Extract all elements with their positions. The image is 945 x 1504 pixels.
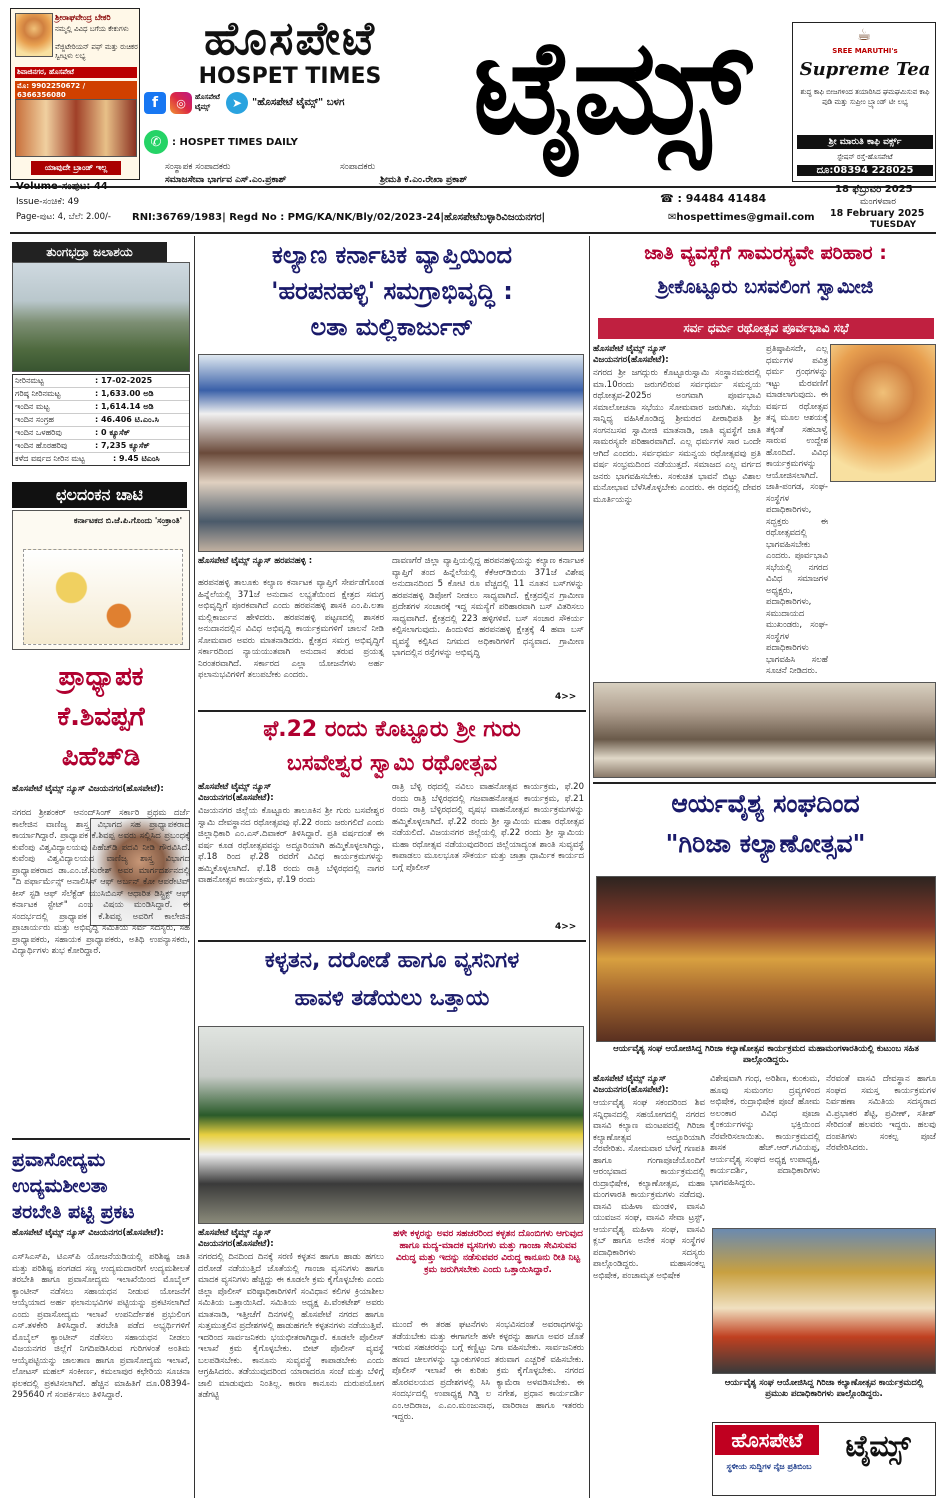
kotturu-more[interactable]: 4>> xyxy=(555,922,585,932)
date-kn: 18 ಫೆಬ್ರುವರಿ 2025 xyxy=(835,184,913,195)
phd-body: ನಗರದ ಶ್ರೀಶಂಕರ್ ಆನಂದ್‌ಸಿಂಗ್ ಸರ್ಕಾರಿ ಪ್ರಥಮ ದರ್ಜೆ ಕಾಲೇಜಿನ ವಾಣಿಜ್ಯ ಶಾಸ್ತ್ರ ವಿಭಾಗದ ಸಹ ಪ್ರಾಧ್ಯಾಪಕರಾದ ಕಾರ್ಯಾಗಿದ್ದಾರೆ. ಪ್ರಾಧ್ಯಾಪಕ ಕೆ.ಶಿವಪ್ಪ ಅವರು ಸಲ್ಲಿಸಿದ ಪ್ರಬಂಧಕ್ಕೆ ಕುವೆಂಪು ವಿಶ್ವವಿದ್ಯಾಲಯವು ಪಿಹೆಚ್‌ಡಿ ಪದವಿ ನೀಡಿ ಗೌರವಿಸಿದೆ. ಕುವೆಂಪು ವಿಶ್ವವಿದ್ಯಾಲಯದ ವಾಣಿಜ್ಯ ಶಾಸ್ತ್ರ ವಿಭಾಗದ ಪ್ರಾಧ್ಯಾಪಕರಾದ ಡಾ.ಎಂ.ಜೆ.ಸುರೇಶ್ ಅವರ ಮಾರ್ಗದರ್ಶನದಲ್ಲಿ "ದಿ ಪರ್ಫಾರ್ಮೆನ್ಸ್ ಅನಾಲಿಸಿಸ್ ಆಫ್ ಅರ್ಬನ್ ಕೋ ಆಪರೇಟಿವ್ ಕೀಸ್ ಸ್ಟಡಿ ಆಫ್ ಸೆಲೆಕ್ಟೆಡ್ ಯುಸಿಬಿಎಸ್ ಆಧಾರಿತ ಡಿಸ್ಟ್ರಿಕ್ಟ್ ಆಫ್ ಕರ್ನಾಟಕ ಸ್ಟೇಟ್" ಎಂಬ ವಿಷಯ ಮಂಡಿಸಿದ್ದಾರೆ. ಈ ಸಂದರ್ಭದಲ್ಲಿ ಪ್ರಾಧ್ಯಾಪಕ ಕೆ.ಶಿವಪ್ಪ ಅವರಿಗೆ ಕಾಲೇಜಿನ ಪ್ರಾಚಾರ್ಯರು ಮತ್ತು ಅಭಿವೃದ್ಧಿ ಸಮಿತಿಯ ಸರ್ವ ಸದಸ್ಯರು, ಸಹ ಪ್ರಾಧ್ಯಾಪಕರು, ಸಹಾಯಕ ಪ್ರಾಧ್ಯಾಪಕರು, ಅತಿಥಿ ಉಪನ್ಯಾಸಕರು, ವಿದ್ಯಾರ್ಥಿಗಳು ಶುಭ ಕೋರಿದ್ದಾರೆ. xyxy=(12,808,190,956)
kotturu-col2: ರಾತ್ರಿ ಬೆಳ್ಳಿ ರಥದಲ್ಲಿ ನವಿಲು ವಾಹನೋತ್ಸವ ಕಾರ್ಯಕ್ರಮ, ಫೆ.20 ರಂದು ರಾತ್ರಿ ಬೆಳ್ಳಿರಥದಲ್ಲಿ ಗಜವಾಹನೋತ್ಸವ ಕಾರ್ಯಕ್ರಮ, ಫೆ.21 ರಂದು ರಾತ್ರಿ ಬೆಳ್ಳಿರಥದಲ್ಲಿ ವೃಷಭ ವಾಹನೋತ್ಸವ ಕಾರ್ಯಕ್ರಮಗಳನ್ನು ಹಮ್ಮಿಕೊಳ್ಳಲಾಗಿದೆ. ಫೆ.22 ರಂದು ಶ್ರೀ ಸ್ವಾಮಿಯ ಮಹಾ ರಥೋತ್ಸವ ನಡೆಯಲಿದೆ. ವಿಜಯನಗರ ಜಿಲ್ಲೆಯಲ್ಲಿ ಫೆ.22 ರಂದು ಶ್ರೀ ಸ್ವಾಮಿಯ ಮಹಾ ರಥೋತ್ಸವ ನಡೆಯುವುದರಿಂದ ಜಿಲ್ಲೆಯಾದ್ಯಂತ ಶಾಂತಿ ಸುವ್ಯವಸ್ಥೆ ಕಾಪಾಡಲು ಮೂಲಭೂತ ಸೌಕರ್ಯ ಮತ್ತು ಜಾತ್ರಾ ಧಾರ್ಮಿಕ ಕಾರ್ಯದ ಬಗ್ಗೆ ಪೊಲೀಸ್ xyxy=(392,782,584,873)
caste-col2b xyxy=(766,486,936,678)
dam-row: ನೀರಿನಮಟ್ಟ : 17-02-2025 xyxy=(13,375,189,388)
masthead-title-en: HOSPET TIMES xyxy=(198,64,382,89)
training-headline-3: ತರಬೇತಿ ಪಟ್ಟಿ ಪ್ರಕಟ xyxy=(12,1201,135,1223)
left-ad-phone: ಮೊ: 9902250672 / 6366356080 xyxy=(15,81,137,100)
email[interactable]: ✉hospettimes@gmail.com xyxy=(668,212,815,223)
cartoon-box xyxy=(12,510,190,650)
caste-headline-1: ಜಾತಿ ವ್ಯವಸ್ಥೆಗೆ ಸಾಮರಸ್ಯವೇ ಪರಿಹಾರ : xyxy=(644,242,887,264)
facebook-label: ಹೊಸಪೇಟೆ ಟೈಮ್ಸ್ xyxy=(195,93,220,111)
training-byline: ಹೊಸಪೇಟೆ ಟೈಮ್ಸ್ ನ್ಯೂಸ್ ವಿಜಯನಗರ(ಹೊಸಪೇಟೆ): xyxy=(12,1228,164,1238)
left-ad-line3: ವೆಜ್ಜಿಟೇರಿಯನ್ ಪಫ್ ಮತ್ತು ರುಚಿಕರ ಸ್ವೀಟ್ಗಳು ಲಭ್ಯ xyxy=(55,43,138,60)
reg-line: RNI:36769/1983| Regd No : PMG/KA/NK/Bly/02/2023-24|ಹೊಸಪೇಟೆಬಳ್ಳಾರಿವಿಜಯನಗರ| xyxy=(132,212,546,223)
training-rule xyxy=(12,1138,190,1140)
theft-byline: ಹೊಸಪೇಟೆ ಟೈಮ್ಸ್ ನ್ಯೂಸ್ ವಿಜಯನಗರ(ಹೊಸಪೇಟೆ): xyxy=(198,1228,274,1249)
telegram-icon[interactable]: ➤ xyxy=(226,92,248,114)
kalyana-headline-2: 'ಹರಪನಹಳ್ಳಿ' ಸಮಗ್ರಾಭಿವೃದ್ಧಿ : xyxy=(271,277,513,305)
caste-col1: ನಗರದ ಶ್ರೀ ಜಗದ್ಗುರು ಕೊಟ್ಟೂರುಸ್ವಾಮಿ ಸಂಸ್ಥಾನಮಠದಲ್ಲಿ ಮಾ.10ರಂದು ಜರುಗಲಿರುವ ಸರ್ವಧರ್ಮ ಸಮನ್ವಯ ರಥೋತ್ಸವ-2025ರ ಅಂಗವಾಗಿ ಪೂರ್ವಭಾವಿ ಸಮಾಲೋಚನಾ ಸಭೆಯು ಸೋಮವಾರ ಜರುಗಿತು. ಸಭೆಯ ಸಾನ್ನಿಧ್ಯ ವಹಿಸಿಕೊಂಡಿದ್ದ ಶ್ರೀಮಠದ ಪೀಠಾಧಿಪತಿ ಶ್ರೀ ಸಂಗನಬಸವ ಸ್ವಾಮೀಜಿ ಮಾತನಾಡಿ, ಜಾತಿ ವ್ಯವಸ್ಥೆಗೆ ಜಾತಿ ಸಾಮರಸ್ಯವೇ ಪರಿಹಾರವಾಗಿದೆ. ಎಲ್ಲ ಧರ್ಮಗಳ ಸಾರ ಒಂದೇ ಆಗಿದೆ ಎಂದರು. ಸರ್ವಧರ್ಮ ಸಮನ್ವಯ ರಥೋತ್ಸವವು ಪ್ರತಿ ವರ್ಷ ಸಂಭ್ರಮದಿಂದ ನಡೆಯುತ್ತದೆ. ಸಮಾಜದ ಎಲ್ಲ ವರ್ಗದ ಜನರು ಭಾಗವಹಿಸಬೇಕು. ಸಂಕುಚಿತ ಭಾವನೆ ಬಿಟ್ಟು ವಿಶಾಲ ಮನೋಭಾವ ಬೆಳೆಸಿಕೊಳ್ಳಬೇಕು ಎಂದರು. ಈ ರಥದಲ್ಲಿ ದೇವರ ಮೂರ್ತಿಯನ್ನು xyxy=(593,368,761,505)
theft-col1: ನಗರದಲ್ಲಿ ದಿನದಿಂದ ದಿನಕ್ಕೆ ಸರಣಿ ಕಳ್ಳತನ ಹಾಗೂ ಹಾಡು ಹಗಲು ದರೋಡೆ ನಡೆಯುತ್ತಿದೆ ಜೊತೆಯಲ್ಲಿ ಗಾಂಜಾ ವ್ಯಸನಿಗಳು ಹಾಗೂ ಮಾದಕ ವ್ಯಸನಿಗಳು ಹೆಚ್ಚಿದ್ದು ಈ ಕೂಡಲೇ ಕ್ರಮ ಕೈಗೊಳ್ಳಬೇಕು ಎಂದು ಜಿಲ್ಲಾ ಪೊಲೀಸ್ ವರಿಷ್ಠಾಧಿಕಾರಿಗಳಿಗೆ ಸಂವಿಧಾನ ಕಲಿಗಳ ಕ್ರಿಯಾಶೀಲ ಸಮಿತಿಯ ಒತ್ತಾಯಿಸಿದೆ. ಸಮಿತಿಯ ಅಧ್ಯಕ್ಷ ಪಿ.ವೆಂಕಟೇಶ್ ಅವರು ಮಾತನಾಡಿ, ಇತ್ತೀಚೆಗೆ ದಿನಗಳಲ್ಲಿ ಹೊಸಪೇಟೆ ನಗರದ ಹಾಗೂ ಸುತ್ತಮುತ್ತಲಿನ ಪ್ರದೇಶಗಳಲ್ಲಿ ಹಾಡುಹಗಲೇ ಕಳ್ಳತನಗಳು ನಡೆಯುತ್ತಿವೆ. ಇದರಿಂದ ಸಾರ್ವಜನಿಕರು ಭಯಭೀತರಾಗಿದ್ದಾರೆ. ಕೂಡಲೇ ಪೊಲೀಸ್ ಇಲಾಖೆ ಕ್ರಮ ಕೈಗೊಳ್ಳಬೇಕು. ಬೀಟ್ ಪೊಲೀಸ್ ವ್ಯವಸ್ಥೆ ಬಲಪಡಿಸಬೇಕು. ಕಾನೂನು ಸುವ್ಯವಸ್ಥೆ ಕಾಪಾಡಬೇಕು ಎಂದು ಆಗ್ರಹಿಸಿದರು. ತಡೆಯುವುದರಿಂದ ಯಾರಾದರೂ ಸಂಜೆ ಮತ್ತು ಬೆಳಿಗ್ಗೆ ಜಾಲಿ ಮಾಡುವುದು ನಿಂತಿಲ್ಲ. ಕಾರಣ ಕಾನೂನು ದುರುಪಯೋಗ ತಡೆಗಟ್ಟಿ xyxy=(198,1252,384,1400)
editor-name: ಶ್ರೀಮತಿ ಕೆ.ಎಂ.ರೇಖಾ ಪ್ರಕಾಶ್ xyxy=(380,175,468,185)
theft-col2-lead: ಹಳೇ ಕಳ್ಳರನ್ನು ಅವರ ಸಹಚರರಿಂದ ಕಳ್ಳತನ ದೊಂಬಿಗಳು ಆಗುವುದ ಹಾಗೂ ಮದ್ಯ-ಮಾದಕ ವ್ಯಸನಿಗಳು ಮತ್ತು ಗಾಂಜಾ ಸೇವಿಸುವವ ವಿರುದ್ಧ ಮತ್ತು ಇದನ್ನು ನಡೆಸುವವರ ವಿರುದ್ಧ ಕಾನೂನು ರೀತಿ ನಿಟ್ಟ ಕ್ರಮ ಜರುಗಿಸಬೇಕು ಎಂದು ಒತ್ತಾಯಿಸಿದ್ದಾರೆ. xyxy=(393,1229,583,1275)
volume: Volume-ಸಂಪುಟ: 44 xyxy=(16,181,108,192)
caste-subhead: ಸರ್ವ ಧರ್ಮ ರಥೋತ್ಸವ ಪೂರ್ವಭಾವಿ ಸಭೆ xyxy=(598,318,934,339)
arya-photo2-caption: ಆರ್ಯವೈಶ್ಯ ಸಂಘ ಆಯೋಜಿಸಿದ್ದ ಗಿರಿಜಾ ಕಲ್ಯಾಣೋತ್ಸವ ಕಾರ್ಯಕ್ರಮದಲ್ಲಿ ಪ್ರಮುಖ ಪದಾಧಿಕಾರಿಗಳು ಪಾಲ್ಗೊಂಡಿದ್ದರು. xyxy=(724,1378,924,1399)
kotturu-col1: ವಿಜಯನಗರ ಜಿಲ್ಲೆಯ ಕೊಟ್ಟೂರು ತಾಲೂಕಿನ ಶ್ರೀ ಗುರು ಬಸವೇಶ್ವರ ಸ್ವಾಮಿ ದೇವಸ್ಥಾನದ ರಥೋತ್ಸವವು ಫೆ.22 ರಂದು ಜರುಗಲಿದೆ ಎಂದು ಜಿಲ್ಲಾಧಿಕಾರಿ ಎಂ.ಎಸ್.ದಿವಾಕರ್ ತಿಳಿಸಿದ್ದಾರೆ. ಪ್ರತಿ ವರ್ಷದಂತೆ ಈ ವರ್ಷ ಕೂಡ ರಥೋತ್ಸವವನ್ನು ಅದ್ಧೂರಿಯಾಗಿ ಹಮ್ಮಿಕೊಳ್ಳಲಾಗಿದ್ದು, ಫೆ.18 ರಿಂದ ಫೆ.28 ರವರೆಗೆ ವಿವಿಧ ಕಾರ್ಯಕ್ರಮಗಳನ್ನು ಹಮ್ಮಿಕೊಳ್ಳಲಾಗಿದೆ. ಫೆ.18 ರಂದು ರಾತ್ರಿ ಬೆಳ್ಳಿರಥದಲ್ಲಿ ನಾಗರ ವಾಹನೋತ್ಸವ ಕಾರ್ಯಕ್ರಮ, ಫೆ.19 ರಂದು xyxy=(198,806,384,885)
left-ad-footer: ಯಾವುದೇ ಬ್ರಾಂಡ್ ಇಲ್ಲ xyxy=(31,161,121,175)
right-ad-addr: ಸ್ಟೇಷನ್ ರಸ್ತೆ-ಹೊಸಪೇಟೆ xyxy=(837,153,893,161)
right-ad-brand: Supreme Tea xyxy=(799,59,931,80)
dam-photo xyxy=(12,262,190,372)
arya-rule xyxy=(593,782,936,784)
kalyana-byline: ಹೊಸಪೇಟೆ ಟೈಮ್ಸ್ ನ್ಯೂಸ್ ಹರಪನಹಳ್ಳಿ : xyxy=(198,556,313,566)
kalyana-headline-1: ಕಲ್ಯಾಣ ಕರ್ನಾಟಕ ವ್ಯಾಪ್ತಿಯಿಂದ xyxy=(272,241,512,269)
right-ad-shop: ಶ್ರೀ ಮಾರುತಿ ಕಾಫಿ ವರ್ಕ್ಸ್ xyxy=(797,135,933,149)
day-kn: ಮಂಗಳವಾರ xyxy=(860,197,897,207)
theft-photo xyxy=(198,1026,584,1224)
kotturu-headline-2: ಬಸವೇಶ್ವರ ಸ್ವಾಮಿ ರಥೋತ್ಸವ xyxy=(286,751,498,776)
left-ad-photo xyxy=(15,13,53,57)
masthead-title-kn: ಹೊಸಪೇಟೆ xyxy=(203,11,377,65)
arya-col1: ಆರ್ಯವೈಶ್ಯ ಸಂಘ ಸಕಂದರಿಂದ ಶಿವ ಸನ್ನಿಧಾನದಲ್ಲಿ ಸಹಯೋಗದಲ್ಲಿ ನಗರದ ವಾಸವಿ ಕಲ್ಯಾಣ ಮಂಟಪದಲ್ಲಿ ಗಿರಿಜಾ ಕಲ್ಯಾಣೋತ್ಸವ ಅದ್ದೂರಿಯಾಗಿ ನೆರವೇರಿತು. ಸೋಮವಾರ ಬೆಳಗ್ಗೆ ಗಣಪತಿ ಹಾಗೂ ಗಂಗಾಪೂಜೆಯೊಂದಿಗೆ ಆರಂಭವಾದ ಕಾರ್ಯಕ್ರಮದಲ್ಲಿ ರುದ್ರಾಭಿಷೇಕ, ಕಲ್ಯಾಣೋತ್ಸವ, ಮಹಾ ಮಂಗಳಾರತಿ ಕಾರ್ಯಕ್ರಮಗಳು ನಡೆದವು. ವಾಸವಿ ಮಹಿಳಾ ಮಂಡಳಿ, ವಾಸವಿ ಯುವಜನ ಸಂಘ, ವಾಸವಿ ಸೇವಾ ಟ್ರಸ್ಟ್, ಆರ್ಯವೈಶ್ಯ ಮಹಿಳಾ ಸಂಘ, ವಾಸವಿ ಕ್ಲಬ್ ಹಾಗೂ ಅನೇಕ ಸಂಘ ಸಂಸ್ಥೆಗಳ ಪದಾಧಿಕಾರಿಗಳು ಸದಸ್ಯರು ಪಾಲ್ಗೊಂಡಿದ್ದರು. ಮಹಾಸಂಕಲ್ಪ ಅಭಿಷೇಕ, ಪಂಚಾಮೃತ ಅಭಿಷೇಕ xyxy=(593,1098,705,1281)
right-ad-brand-small: SREE MARUTHI's xyxy=(832,47,898,55)
arya-col2: ವಿಶೇಷವಾಗಿ ಗಂಧ, ಅರಿಶಿಣ, ಕುಂಕುಮ, ಹೂವು ಸುಮಂಗಲ ದ್ರವ್ಯಗಳಿಂದ ಅಭಿಷೇಕ, ರುದ್ರಾಭಿಷೇಕ ಪೂಜೆ ಹೋಮ ಅಲಂಕಾರ ವಿವಿಧ ಪೂಜಾ ಕೈಂಕರ್ಯಗಳನ್ನು ಭಕ್ತಿಯಿಂದ ನೆರವೇರಿಸಲಾಯಿತು. ಕಾರ್ಯಕ್ರಮದಲ್ಲಿ ಶಾಸಕ ಹೆಚ್.ಆರ್.ಗವಿಯಪ್ಪ, ಆರ್ಯವೈಶ್ಯ ಸಂಘದ ಅಧ್ಯಕ್ಷ ಉಪಾಧ್ಯಕ್ಷ, ಕಾರ್ಯದರ್ಶಿ, ಪದಾಧಿಕಾರಿಗಳು ಭಾಗವಹಿಸಿದ್ದರು. xyxy=(710,1074,820,1188)
phd-headline-2: ಕೆ.ಶಿವಪ್ಪಗೆ xyxy=(57,702,145,732)
whatsapp-icon[interactable]: ✆ xyxy=(144,130,168,154)
founder-name: ಸಮಾಜಸೇವಾ ಭಾರ್ಗವ ಎಸ್.ಎಂ.ಪ್ರಕಾಶ್ xyxy=(165,175,287,185)
day-en: TUESDAY xyxy=(870,220,917,230)
training-headline-2: ಉದ್ಯಮಶೀಲತಾ xyxy=(12,1175,108,1197)
kotturu-headline-1: ಫೆ.22 ರಂದು ಕೊಟ್ಟೂರು ಶ್ರೀ ಗುರು xyxy=(263,717,521,742)
right-ad-box xyxy=(792,22,936,182)
arya-photo-caption: ಆರ್ಯವೈಶ್ಯ ಸಂಘ ಆಯೋಜಿಸಿದ್ದ ಗಿರಿಜಾ ಕಲ್ಯಾಣೋತ್ಸವ ಕಾರ್ಯಕ್ರಮದ ಮಹಾಮಂಗಳಾರತಿಯಲ್ಲಿ ಕುಟುಂಬ ಸಹಿತ ಪಾಲ್ಗೊಂಡಿದ್ದರು. xyxy=(613,1044,919,1065)
right-ad-phone: ದೂ:08394 228025 xyxy=(797,165,933,176)
kalyana-headline-3: ಲತಾ ಮಲ್ಲಿಕಾರ್ಜುನ್ xyxy=(310,313,474,341)
dam-row: ಇಂದಿನ ಹೊರಹರಿವು : 7,235 ಕ್ಯೂಸೆಕ್ xyxy=(13,440,189,453)
caste-headline-2: ಶ್ರೀಕೊಟ್ಟೂರು ಬಸವಲಿಂಗ ಸ್ವಾಮೀಜಿ xyxy=(657,276,874,298)
dam-row: ಕಳೆದ ವರ್ಷದ ನೀರಿನ ಮಟ್ಟ : 9.45 ಟಿಎಂಸಿ xyxy=(15,454,160,463)
arya-headline-1: ಆರ್ಯವೈಶ್ಯ ಸಂಘದಿಂದ xyxy=(671,789,860,818)
arya-byline: ಹೊಸಪೇಟೆ ಟೈಮ್ಸ್ ನ್ಯೂಸ್ ವಿಜಯನಗರ(ಹೊಸಪೇಟೆ): xyxy=(593,1074,669,1095)
left-ad-box xyxy=(10,8,140,180)
masthead-title-big: ಟೈಮ್ಸ್ xyxy=(472,11,748,163)
dam-row: ಇಂದಿನ ಮಟ್ಟ : 1,614.14 ಅಡಿ xyxy=(13,401,189,414)
arya-photo-2 xyxy=(712,1228,936,1374)
theft-col2: ಮುಂದೆ ಈ ತರಹ ಘಟನೆಗಳು ಸಂಭವಿಸದಂತೆ ಅವರಾಧಗಳನ್ನು ತಡೆಯಬೇಕು ಮತ್ತು ಈಗಾಗಲೇ ಹಳೇ ಕಳ್ಳರನ್ನು ಹಾಗೂ ಅವರ ಜೊತೆ ಇರುವ ಸಹಚರರನ್ನು ಬಗ್ಗೆ ಕಣ್ಣಿಟ್ಟು ನಿಗಾ ವಹಿಸಬೇಕು. ಸಾರ್ವಜನಿಕರು ಹಣದ ಚೀಲಗಳನ್ನು ಬ್ಯಾಂಕುಗಳಿಂದ ತರುವಾಗ ಎಚ್ಚರಿಕೆ ವಹಿಸಬೇಕು. ಪೊಲೀಸ್ ಇಲಾಖೆ ಈ ಕುರಿತು ಕ್ರಮ ಕೈಗೊಳ್ಳಬೇಕು. ನಗರದ ಹೊರವಲಯದ ಪ್ರದೇಶಗಳಲ್ಲಿ ಸಿಸಿ ಕ್ಯಾಮೆರಾ ಅಳವಡಿಸಬೇಕು. ಈ ಸಂದರ್ಭದಲ್ಲಿ ಉಪಾಧ್ಯಕ್ಷ ಗಿಡ್ಡಿ ಲ ನಗೇಶ, ಪ್ರಧಾನ ಕಾರ್ಯದರ್ಶಿ ಎಂ.ಆದಿರಾಜ, ಎ.ಎಂ.ಮಂಜುನಾಥ, ವಾರಿರಾಜ ಹಾಗೂ ಇತರರು ಇದ್ದರು. xyxy=(392,1320,584,1422)
telegram-label: "ಹೊಸಪೇಟೆ ಟೈಮ್ಸ್" ಬಳಗ xyxy=(252,97,345,108)
arya-headline-2: "ಗಿರಿಜಾ ಕಲ್ಯಾಣೋತ್ಸವ" xyxy=(665,829,866,858)
caste-col2: ಪ್ರತಿಷ್ಠಾಪಿಸದೇ, ಎಲ್ಲ ಧರ್ಮಗಳ ಪವಿತ್ರ ಧರ್ಮ ಗ್ರಂಥಗಳನ್ನು ಇಟ್ಟು ಮೆರವಣಿಗೆ ಮಾಡಲಾಗುವುದು. ಈ ವರ್ಷದ ರಥೋತ್ಸವ ತನ್ನ ಮೂಲ ಆಶಯಕ್ಕೆ ತಕ್ಕಂತೆ ಸಹಬಾಳ್ವೆ ಸಾರುವ ಉದ್ದೇಶ ಹೊಂದಿದೆ. ವಿವಿಧ ಕಾರ್ಯಕ್ರಮಗಳನ್ನು ಆಯೋಜಿಸಲಾಗಿದೆ. ಜಾತಿ-ಪಂಗಡ, ಸಂಘ-ಸಂಸ್ಥೆಗಳ ಪದಾಧಿಕಾರಿಗಳು, ಸದ್ಭಕ್ತರು ಈ ರಥೋತ್ಸವದಲ್ಲಿ ಭಾಗವಹಿಸಬೇಕು ಎಂದರು. ಪೂರ್ವಭಾವಿ ಸಭೆಯಲ್ಲಿ ನಗರದ ವಿವಿಧ ಸಮಾಜಗಳ ಅಧ್ಯಕ್ಷರು, ಪದಾಧಿಕಾರಿಗಳು, ಸಮುದಾಯದ ಮುಖಂಡರು, ಸಂಘ-ಸಂಸ್ಥೆಗಳ ಪದಾಧಿಕಾರಿಗಳು ಭಾಗವಹಿಸಿ ಸಲಹೆ ಸೂಚನೆ ನೀಡಿದರು. xyxy=(766,344,828,676)
left-column-divider xyxy=(194,236,195,1498)
cartoon-title: ಛಲದಂಕನ ಚಾಟಿ xyxy=(12,482,187,508)
right-ad-desc: ಶುದ್ಧ ಕಾಫಿ ಬೀಜಗಳಿಂದ ತಯಾರಿಸಿದ ಘಮಘಮಿಸುವ ಕಾಫಿ ಪುಡಿ ಮತ್ತು ಸುಪ್ರೀಂ ಬ್ರ್ಯಾಂಡ್ ಟೀ ಲಭ್ಯ xyxy=(800,88,930,106)
left-ad-title: ಶ್ರೀರಾಘವೇಂದ್ರ ಬೇಕರಿ xyxy=(55,13,111,22)
caste-byline: ಹೊಸಪೇಟೆ ಟೈಮ್ಸ್ ನ್ಯೂಸ್ ವಿಜಯನಗರ(ಹೊಸಪೇಟೆ): xyxy=(593,344,669,365)
arya-col3: ನೆರವಂತೆ ವಾಸವಿ ದೇವಸ್ಥಾನ ಹಾಗೂ ಸಂಘದ ಸಮಸ್ತ ಕಾರ್ಯಕ್ರಮಗಳ ನಿರ್ವಹಣಾ ಸಮಿತಿಯ ಸದಸ್ಯರಾದ ವಿ.ಪ್ರಭಾಕರ ಶೆಟ್ಟಿ, ಪ್ರವೀಣ್, ಸತೀಶ್ ಸೇರಿದಂತೆ ಹಲವರು ಇದ್ದರು. ಹಲವು ದಂಪತಿಗಳು ಸಂಕಲ್ಪ ಪೂಜೆ ನೆರವೇರಿಸಿದರು. xyxy=(826,1074,936,1153)
founder-label: ಸಂಸ್ಥಾಪಕ ಸಂಪಾದಕರು xyxy=(165,162,231,172)
dam-title: ತುಂಗಭದ್ರಾ ಜಲಾಶಯ xyxy=(12,242,167,263)
arya-photo xyxy=(596,876,936,1042)
kotturu-byline: ಹೊಸಪೇಟೆ ಟೈಮ್ಸ್ ನ್ಯೂಸ್ ವಿಜಯನಗರ(ಹೊಸಪೇಟೆ): xyxy=(198,782,274,803)
kalyana-col2: ದಾವಣಗೆರೆ ಜಿಲ್ಲಾ ವ್ಯಾಪ್ತಿಯಲ್ಲಿದ್ದ ಹರಪನಹಳ್ಳಿಯನ್ನು ಕಲ್ಯಾಣ ಕರ್ನಾಟಕ ವ್ಯಾಪ್ತಿಗೆ ತಂದ ಹಿನ್ನೆಲೆಯಲ್ಲಿ ಕೆಕೆಆರ್‌ಡಿಬಿಯ 371ಜೆ ವಿಶೇಷ ಅನುದಾನದಿಂದ 5 ಕೋಟಿ ರೂ ವೆಚ್ಚದಲ್ಲಿ 11 ನೂತನ ಬಸ್‌ಗಳನ್ನು ಹರಪನಹಳ್ಳಿ ಡಿಪೋಗೆ ನೀಡಲು ಸಾಧ್ಯವಾಗಿದೆ. ಕ್ಷೇತ್ರದಲ್ಲಿನ ಗ್ರಾಮೀಣ ಪ್ರದೇಶಗಳ ಸಂಚಾರಕ್ಕೆ ಇದ್ದ ಸಮಸ್ಯೆಗೆ ಪರಿಹಾರವಾಗಿ ಬಸ್ ವಿತರಿಸಲು ಸಾಧ್ಯವಾಗಿದೆ. ಕ್ಷೇತ್ರದಲ್ಲಿ 223 ಹಳ್ಳಿಗಳಿವೆ. ಬಸ್ ಸಂಚಾರ ಸೌಕರ್ಯ ಕಲ್ಪಿಸಲಾಗುವುದು. ಹಿಂದುಳಿದ ಹರಪನಹಳ್ಳಿ ಕ್ಷೇತ್ರಕ್ಕೆ 4 ಹವಾ ಬಸ್ ವ್ಯವಸ್ಥೆ ಕಲ್ಪಿಸಿದ ನಿಗಮದ ಅಧಿಕಾರಿಗಳಿಗೆ ಧನ್ಯವಾದ. ಗ್ರಾಮೀಣ ಭಾಗದಲ್ಲಿನ ರಸ್ತೆಗಳನ್ನು ಅಭಿವೃದ್ಧಿ xyxy=(392,556,584,658)
footer-logo-tagline: ಸ್ಥಳೀಯ ಸುದ್ದಿಗಳ ನೈಜ ಪ್ರತಿಬಿಂಬ xyxy=(726,1462,812,1471)
cartoon-drawing xyxy=(23,549,183,645)
kalyana-col1: ಹರಪನಹಳ್ಳಿ ತಾಲೂಕು ಕಲ್ಯಾಣ ಕರ್ನಾಟಕ ವ್ಯಾಪ್ತಿಗೆ ಸೇರ್ಪಡೆಗೊಂಡ ಹಿನ್ನೆಲೆಯಲ್ಲಿ 371ಜೆ ಅನುದಾನ ಲಭ್ಯತೆಯಿಂದ ಕ್ಷೇತ್ರದ ಸಮಗ್ರ ಅಭಿವೃದ್ಧಿಗೆ ಪೂರಕವಾಗಿದೆ ಎಂದು ಹರಪನಹಳ್ಳಿ ಶಾಸಕಿ ಎಂ.ಪಿ.ಲತಾ ಮಲ್ಲಿಕಾರ್ಜುನ ಹೇಳಿದರು. ಹರಪನಹಳ್ಳಿ ಪಟ್ಟಣದಲ್ಲಿ ಶಾಸಕರ ಅನುದಾನದಲ್ಲಿನ ವಿವಿಧ ಅಭಿವೃದ್ಧಿ ಕಾರ್ಯಕ್ರಮಗಳಿಗೆ ಚಾಲನೆ ನೀಡಿ ಸೋಮವಾರ ಅವರು ಮಾತನಾಡಿದರು. ಕ್ಷೇತ್ರದ ಸಮಗ್ರ ಅಭಿವೃದ್ಧಿಗೆ ಸರ್ಕಾರದಿಂದ ನ್ಯಾಯಯುತವಾಗಿ ಅನುದಾನ ತರುವ ಪ್ರಯತ್ನ ನಿರಂತರವಾಗಿದೆ. ಸರ್ಕಾರದ ಎಲ್ಲಾ ಯೋಜನೆಗಳು ಅರ್ಹ ಫಲಾನುಭವಿಗಳಿಗೆ ತಲುಪಬೇಕು ಎಂದರು. xyxy=(198,578,384,680)
whatsapp-label: : HOSPET TIMES DAILY xyxy=(172,137,298,148)
phd-headline-1: ಪ್ರಾಧ್ಯಾಪಕ xyxy=(58,662,144,692)
dateline-rule xyxy=(10,232,936,234)
caste-swami-photo xyxy=(830,344,936,482)
footer-logo-kn1: ಹೊಸಪೇಟೆ xyxy=(715,1425,819,1455)
date-en: 18 February 2025 xyxy=(830,208,925,219)
theft-rule xyxy=(198,940,586,942)
kalyana-more[interactable]: 4>> xyxy=(555,692,585,702)
footer-logo xyxy=(712,1422,936,1496)
instagram-icon[interactable]: ◎ xyxy=(170,92,192,114)
theft-headline-1: ಕಳ್ಳತನ, ದರೋಡೆ ಹಾಗೂ ವ್ಯಸನಿಗಳ xyxy=(264,948,520,973)
page-price: Page-ಪುಟ: 4, ಬೆಲೆ: 2.00/- xyxy=(16,212,111,222)
footer-logo-kn2: ಟೈಮ್ಸ್ xyxy=(845,1429,911,1464)
phd-headline-3: ಪಿಹೆಚ್‌ಡಿ xyxy=(61,742,141,772)
facebook-icon[interactable]: f xyxy=(144,92,166,114)
cartoon-caption: ಕರ್ನಾಟಕದ ಬಿ.ಜೆ.ಪಿ.ಗೊಂದು 'ಸಂಕ್ರಾಂತಿ' xyxy=(73,516,183,525)
right-column-divider xyxy=(589,236,590,1498)
left-ad-cakes xyxy=(15,99,137,157)
training-headline-1: ಪ್ರವಾಸೋದ್ಯಮ xyxy=(12,1149,106,1171)
left-ad-line2: ನಮ್ಮಲ್ಲಿ ವಿವಿಧ ಬಗೆಯ ಕೇಕುಗಳು xyxy=(55,25,129,33)
teacup-icon: ☕ xyxy=(856,25,872,44)
caste-meeting-photo xyxy=(593,682,936,778)
phone-number: ☎ : 94484 41484 xyxy=(660,192,767,205)
editor-label: ಸಂಪಾದಕರು xyxy=(340,162,376,172)
kalyana-photo xyxy=(198,354,584,552)
issue: Issue-ಸಂಚಿಕೆ: 49 xyxy=(16,197,80,207)
dam-row: ಇಂದಿನ ಒಳಹರಿವು : 0 ಕ್ಯೂಸೆಕ್ xyxy=(13,427,189,440)
phd-byline: ಹೊಸಪೇಟೆ ಟೈಮ್ಸ್ ನ್ಯೂಸ್ ವಿಜಯನಗರ(ಹೊಸಪೇಟೆ): xyxy=(12,784,164,794)
left-ad-address: ಶಿವಾಜಿನಗರ, ಹೊಸಪೇಟೆ xyxy=(15,67,137,78)
dam-row: ಇಂದಿನ ಸಂಗ್ರಹ : 46.406 ಟಿ.ಎಂ.ಸಿ xyxy=(13,414,189,427)
theft-headline-2: ಹಾವಳಿ ತಡೆಯಲು ಒತ್ತಾಯ xyxy=(294,986,490,1011)
training-body: ಎಸ್‌ಸಿಎಸ್‌ಪಿ, ಟಿಎಸ್‌ಪಿ ಯೋಜನೆಯಡಿಯಲ್ಲಿ ಪರಿಶಿಷ್ಟ ಜಾತಿ ಮತ್ತು ಪರಿಶಿಷ್ಟ ಪಂಗಡದ ಸಣ್ಣ ಉದ್ಯಮದಾರರಿಗೆ ಉದ್ಯಮಶೀಲತೆ ತರಬೇತಿ ಹಾಗೂ ಪ್ರವಾಸೋದ್ಯಮ ಇಲಾಖೆಯಿಂದ ಮೊಬೈಲ್ ಕ್ಯಾಂಟೀನ್ ನಡೆಸಲು ಸಹಾಯಧನ ನೀಡುವ ಯೋಜನೆಗೆ ಆಯ್ಕೆಯಾದ ಅರ್ಹ ಫಲಾನುಭವಿಗಳ ಪಟ್ಟಿಯನ್ನು ಪ್ರಕಟಿಸಲಾಗಿದೆ ಎಂದು ಪ್ರವಾಸೋದ್ಯಮ ಇಲಾಖೆ ಉಪನಿರ್ದೇಶಕ ಪ್ರಭುಲಿಂಗ ಎಸ್.ತಳಕೇರಿ ತಿಳಿಸಿದ್ದಾರೆ. ತರಬೇತಿ ಪಡೆದ ಅಭ್ಯರ್ಥಿಗಳಿಗೆ ಮೊಬೈಲ್ ಕ್ಯಾಂಟೀನ್ ನಡೆಸಲು ಸಹಾಯಧನ ನೀಡಲು ವಿಜಯನಗರ ಜಿಲ್ಲೆಗೆ ನಿಗದಿಪಡಿಸಿರುವ ಗುರಿಗಳಂತೆ ಅಂತಿಮ ಆಯ್ಕೆಪಟ್ಟಿಯನ್ನು ಜಾಲತಾಣ ಹಾಗೂ ಪ್ರವಾಸೋದ್ಯಮ ಇಲಾಖೆ, ಲೋಟಸ್ ಮಹಲ್ ಸಂಕೀರ್ಣ, ಕಮಲಾಪುರ ಕಛೇರಿಯ ಸೂಚನಾ ಫಲಕದಲ್ಲಿ ಪ್ರಕಟಿಸಲಾಗಿದೆ. ಹೆಚ್ಚಿನ ಮಾಹಿತಿಗೆ ದೂ.08394-295640 ಗೆ ಸಂಪರ್ಕಿಸಲು ತಿಳಿಸಿದ್ದಾರೆ. xyxy=(12,1252,190,1400)
dam-table xyxy=(12,374,190,466)
dam-row: ಗರಿಷ್ಠ ನೀರಿನಮಟ್ಟ : 1,633.00 ಅಡಿ xyxy=(13,388,189,401)
kotturu-rule xyxy=(198,710,586,712)
